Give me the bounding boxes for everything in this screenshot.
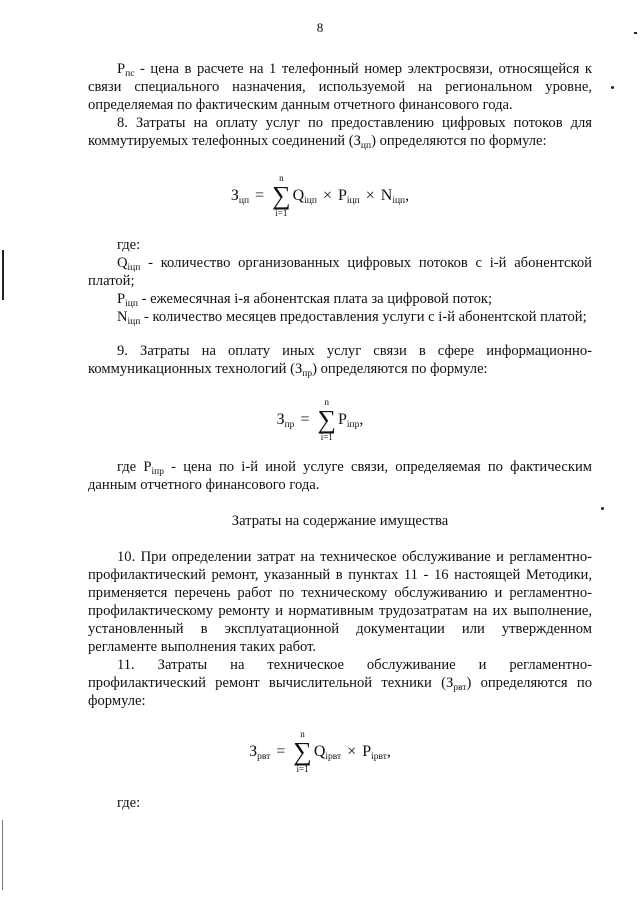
formula-comma: , (359, 411, 364, 428)
definition-p: $P_{iцп}$ - ежемесячная i-я абонентская плата за цифровой поток; (117, 291, 493, 309)
formula-comma: , (405, 187, 410, 204)
formula-other-services (0, 392, 640, 448)
formula-digital-streams (0, 168, 640, 224)
formula-lhs: $З_{цп}$ (230, 187, 250, 206)
equals-sign: = (276, 743, 286, 760)
term-p: $P_{iрвт}$ (362, 743, 387, 762)
term-p: $P_{iпр}$ (338, 411, 360, 430)
formula-computing-equipment (0, 724, 640, 780)
scan-speck (634, 32, 637, 34)
times-sign: × (347, 743, 357, 760)
paragraph-11: 11. Затраты на техническое обслуживание и регламентно-профилактический ремонт вычислительной техники $(З_{рвт})$ определяются по формуле: (88, 657, 593, 709)
summation-sign: n ∑ i=1 (272, 173, 291, 218)
term-q: $Q_{iцп}$ (292, 187, 317, 206)
paragraph-10: 10. При определении затрат на техническое обслуживание и регламентно-профилактический ремонт, указанный в пунктах 11 - 16 настоящей Методики, применяется перечень работ по техническому обслуживанию и регламентно-профилактическому ремонту и нормативным трудозатратам на их выполнение, установленный в эксплуатационной документации или утвержденном регламенте выполнения таких работ. (88, 549, 592, 655)
paragraph-9: 9. Затраты на оплату иных услуг связи в сфере информационно-коммуникационных технологий $(З_{пр})$ определяются по формуле: (88, 343, 592, 379)
summation-sign: n ∑ i=1 (317, 397, 337, 442)
text: - цена в расчете на 1 телефонный номер электросвязи, относящейся к связи специального назначения, используемой на региональном уровне, определяемая по фактическим данным отчетного финансового года. (88, 61, 592, 113)
scan-speck (601, 507, 604, 510)
formula-comma: , (386, 743, 391, 760)
where-label: где: (117, 795, 141, 811)
paragraph-where-pipr: где $P_{iпр}$ - цена по i-й иной услуге связи, определяемая по фактическим данным отчетного финансового года. (88, 459, 592, 493)
text: 8. Затраты на оплату услуг по предоставлению цифровых потоков для коммутируемых телефонных соединений (З (88, 115, 592, 149)
section-heading: Затраты на содержание имущества (231, 513, 449, 529)
times-sign: × (322, 187, 333, 204)
subscript: цп (360, 141, 372, 151)
term-n: $N_{iцп}$ (380, 187, 406, 206)
equals-sign: = (300, 411, 310, 428)
text: ) определяются по формуле: (371, 133, 547, 149)
summation-sign: n ∑ i=1 (293, 729, 312, 774)
scan-speck (611, 86, 614, 89)
page-number: 8 (316, 20, 324, 35)
symbol: P (117, 61, 126, 77)
paragraph-8 (88, 114, 592, 150)
scan-edge-mark (2, 820, 3, 890)
paragraph-pps-definition (88, 60, 592, 114)
term-q: $Q_{iрвт}$ (313, 743, 342, 762)
subscript: пс (125, 69, 135, 79)
definition-n: $N_{iцп}$ - количество месяцев предоставления услуги с i-й абонентской платой; (117, 309, 587, 327)
scan-edge-mark (2, 250, 4, 300)
equals-sign: = (255, 187, 265, 204)
formula-lhs: $З_{пр}$ (276, 411, 295, 430)
definition-q: $Q_{iцп}$ - количество организованных цифровых потоков с i-й абонентской платой; (88, 255, 592, 289)
formula-lhs: $З_{рвт}$ (249, 743, 271, 762)
times-sign: × (365, 187, 375, 204)
where-label: где: (117, 237, 141, 253)
term-p: $P_{iцп}$ (338, 187, 360, 206)
